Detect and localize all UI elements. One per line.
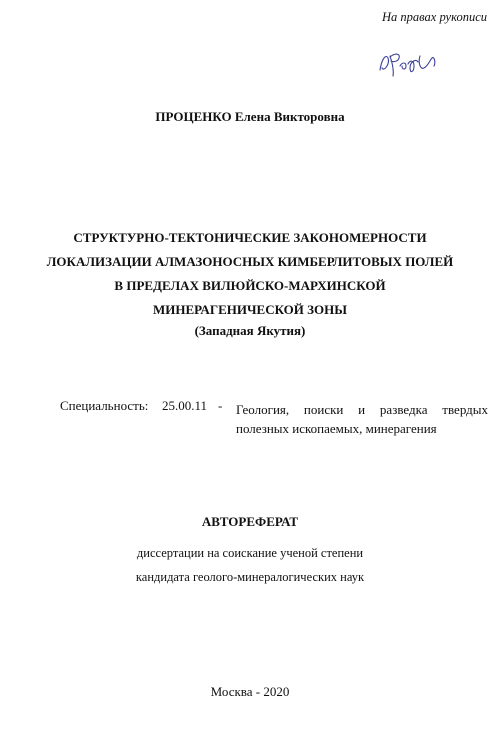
author-name: ПРОЦЕНКО Елена Викторовна bbox=[155, 109, 345, 124]
specialty-name-line2: полезных ископаемых, минерагения bbox=[236, 421, 437, 436]
dissertation-title bbox=[0, 226, 500, 322]
place-and-year: Москва - 2020 bbox=[210, 684, 290, 699]
author-signature bbox=[376, 48, 440, 80]
title-line: В ПРЕДЕЛАХ ВИЛЮЙСКО-МАРХИНСКОЙ bbox=[114, 278, 386, 293]
title-line: СТРУКТУРНО-ТЕКТОНИЧЕСКИЕ ЗАКОНОМЕРНОСТИ bbox=[73, 230, 427, 245]
purpose-line: диссертации на соискание ученой степени bbox=[136, 546, 364, 560]
title-region: (Западная Якутия) bbox=[194, 323, 306, 338]
purpose-line: кандидата геолого-минералогических наук bbox=[135, 570, 365, 584]
specialty-label: Специальность: bbox=[60, 398, 149, 413]
specialty-name-line1: Геология, поиски и разведка твердых bbox=[236, 402, 488, 417]
degree-purpose bbox=[0, 541, 500, 589]
title-line: ЛОКАЛИЗАЦИИ АЛМАЗОНОСНЫХ КИМБЕРЛИТОВЫХ ПОЛЕЙ bbox=[46, 254, 454, 269]
title-line: МИНЕРАГЕНИЧЕСКОЙ ЗОНЫ bbox=[152, 302, 348, 317]
specialty-dash: - bbox=[218, 398, 223, 413]
manuscript-rights-note: На правах рукописи bbox=[382, 10, 487, 24]
specialty-code: 25.00.11 bbox=[162, 398, 208, 413]
document-type: АВТОРЕФЕРАТ bbox=[201, 514, 299, 529]
